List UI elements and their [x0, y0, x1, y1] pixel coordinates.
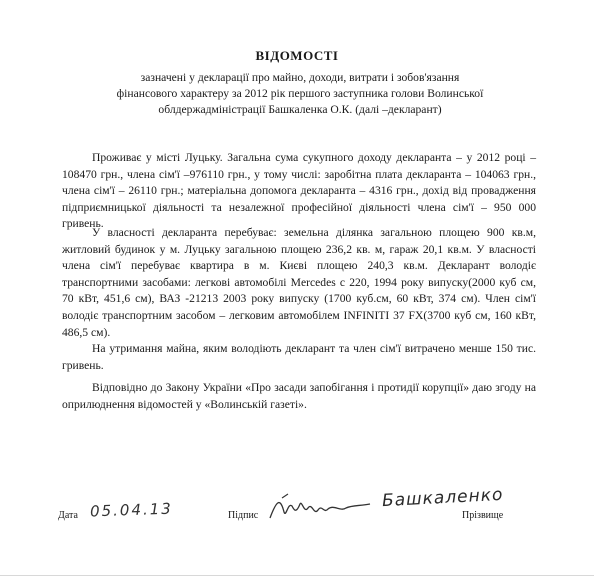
signature-label: Підпис [228, 510, 259, 521]
income-text: Проживає у місті Луцьку. Загальна сума сукупного доходу декларанта – у 2012 році – 108470 грн., члена сім'ї –976110 грн., у тому числі: заробітна плата декларанта – 104063 грн., члена сім'ї – 26110 грн.; матеріальна допомога декларанта – 4316 грн., дохід від провадження підприємницької діяльності та незалежної професійної діяльності члена сім'ї – 950 000 гривень. [62, 151, 536, 231]
property-text: У власності декларанта перебуває: земельна ділянка загальною площею 900 кв.м, житловий будинок у м. Луцьку загальною площею 236,2 кв. м, гараж 20,1 кв.м. У власності члена сім'ї перебуває квартира в м. Києві площею 240,3 кв.м. Декларант володіє транспортними засобами: легкові автомобілі Mercedes с 220, 1994 року випуску(2000 куб см, 70 кВт, 451,6 см), ВАЗ -21213 2003 року випуску (1700 куб.см, 60 кВт, 374 см). Член сім'ї володіє транспортним засобом – легковим автомобілем INFINITI 37 FX(3700 куб см, 160 кВт, 486,5 см). [62, 226, 536, 339]
income-paragraph [62, 150, 536, 233]
date-handwritten: 05.04.13 [89, 499, 174, 521]
surname-label: Прізвище [462, 510, 504, 521]
property-paragraph [62, 225, 536, 374]
consent-paragraph [62, 380, 536, 413]
scan-edge-divider [0, 575, 594, 576]
surname-handwritten: Башкаленко [381, 484, 504, 512]
subtitle-line: фінансового характеру за 2012 рік першого заступника голови Волинської [116, 87, 484, 100]
date-label: Дата [58, 510, 78, 521]
document-subtitle [60, 70, 540, 118]
subtitle-line: зазначені у декларації про майно, доходи, витрати і зобов'язання [140, 71, 460, 84]
expenses-text: На утримання майна, яким володіють декларант та член сім'ї витрачено менше 150 тис. гривень. [62, 342, 536, 372]
signature-footer [0, 480, 594, 540]
subtitle-line: облдержадміністрації Башкаленка О.К. (далі –декларант) [158, 103, 442, 116]
consent-text: Відповідно до Закону України «Про засади запобігання і протидії корупції» даю згоду на оприлюднення відомостей у «Волинській газеті». [62, 381, 536, 411]
document-title: ВІДОМОСТІ [255, 48, 339, 63]
signature-scribble [266, 492, 376, 524]
